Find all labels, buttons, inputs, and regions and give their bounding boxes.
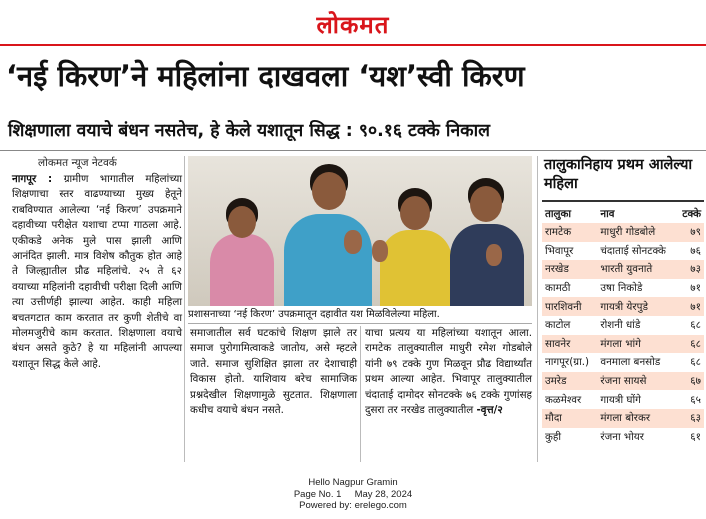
photo-woman-2 bbox=[280, 160, 376, 306]
toppers-table bbox=[542, 204, 704, 446]
column-divider bbox=[184, 156, 185, 462]
article-text-left: ग्रामीण भागातील महिलांच्या शिक्षणाचा स्तर वाढण्याच्या मुख्य हेतूने राबविण्यात आलेल्या ‘नई किरण’ उपक्रमाने दहावीच्या परीक्षेत यशाचा टप्पा गाठला आहे. एकीकडे अनेक मुले पास झाली आणि आनंदित झाली. मात्र विशेष कौतुक होत आहे ते जिल्ह्यातील प्रौढ महिलांचे. २५ ते ६२ वयाच्या महिलांनी दहावीची परीक्षा दिली आणि त्या उत्तीर्णही झाल्या आहेत. काही महिला बचतगटात काम करतात तर कुणी शेतीचे वा मोलमजुरीचे काम करतात. शिक्षणाला वयाचे बंधन असते कुठे? हे या महिलांनी आपल्या यशातून सिद्ध केले आहे. bbox=[12, 173, 182, 370]
sidebar-rule bbox=[542, 200, 704, 202]
cell-name: मंगला बोरकर bbox=[597, 409, 676, 428]
column-header-percent: टक्के bbox=[682, 207, 701, 220]
cell-taluka: सावनेर bbox=[542, 335, 597, 354]
column-divider bbox=[537, 156, 538, 462]
cell-name: रोशनी धांडे bbox=[600, 319, 641, 332]
photo-woman-1 bbox=[206, 186, 278, 306]
cell-name: गायत्री येरपुडे bbox=[597, 297, 676, 316]
column-divider bbox=[360, 326, 361, 462]
cell-percent: ७३ bbox=[677, 260, 704, 279]
cell-taluka: कुही bbox=[545, 430, 562, 443]
cell-percent: ६८ bbox=[690, 319, 701, 332]
cell-taluka: भिवापूर bbox=[545, 244, 574, 257]
dateline: नागपूर : bbox=[12, 173, 53, 185]
footer-edition: Hello Nagpur Gramin bbox=[308, 477, 398, 488]
table-row bbox=[542, 297, 704, 316]
table-row bbox=[542, 260, 704, 279]
toppers-table-body bbox=[542, 223, 704, 446]
photo-woman-3 bbox=[376, 178, 456, 306]
cell-taluka: काटोल bbox=[545, 319, 571, 332]
continued-marker: -वृत्त/२ bbox=[476, 404, 503, 417]
cell-percent: ६५ bbox=[690, 393, 701, 406]
masthead-rule bbox=[0, 44, 706, 46]
cell-percent: ७१ bbox=[677, 297, 704, 316]
cell-name: माधुरी गोडबोले bbox=[597, 223, 676, 242]
footer-page-date: Page No. 1 May 28, 2024 bbox=[293, 488, 413, 500]
subhead-rule bbox=[0, 150, 706, 151]
footer-powered-by: Powered by: erelego.com bbox=[299, 500, 407, 511]
table-row bbox=[542, 372, 704, 391]
byline: लोकमत न्यूज नेटवर्क bbox=[38, 157, 117, 169]
cell-percent: ६३ bbox=[677, 409, 704, 428]
subheadline: शिक्षणाला वयाचे बंधन नसतेच, हे केले यशातून सिद्ध : ९०.१६ टक्के निकाल bbox=[8, 121, 490, 141]
masthead-logo bbox=[0, 8, 706, 41]
caption-rule bbox=[188, 323, 532, 324]
table-row bbox=[542, 223, 704, 242]
table-row bbox=[542, 390, 704, 409]
news-photo bbox=[188, 156, 532, 306]
article-column-middle-1: समाजातील सर्व घटकांचे शिक्षण झाले तर समाज पुरोगामित्वाकडे जातोय, असे म्हटले जाते. समाज सुशिक्षित झाला तर देशाचाही विकास होतो. याशिवाय बरेच सामाजिक प्रश्नदेखील शिक्षणामुळे सुटतात. शिक्षणाला कधीच वयाचे बंधन नसते. bbox=[190, 327, 357, 417]
cell-name: चंदाताई सोनटक्के bbox=[600, 244, 666, 257]
table-row bbox=[542, 409, 704, 428]
column-header-name: नाव bbox=[600, 207, 615, 220]
cell-name: वनमाला बनसोड bbox=[600, 356, 661, 369]
cell-taluka: नागपूर(ग्रा.) bbox=[545, 356, 590, 369]
cell-taluka: नरखेड bbox=[542, 260, 597, 279]
table-row bbox=[542, 353, 704, 372]
cell-percent: ७६ bbox=[690, 244, 701, 257]
article-text-middle-2: याचा प्रत्यय या महिलांच्या यशातून आला. रामटेक तालुक्यातील माधुरी रमेश गोडबोले यांनी ७९ टक्के गुण मिळवून प्रौढ विद्यार्थ्यांत प्रथम आल्या आहेत. भिवापूर तालुक्यातील चंदाताई दामोदर सोनटक्के ७६ टक्के गुणांसह दुसरा तर नरखेड तालुक्यातील bbox=[365, 327, 532, 417]
page-footer bbox=[0, 477, 706, 512]
cell-percent: ६७ bbox=[677, 372, 704, 391]
table-row bbox=[542, 428, 704, 447]
masthead-text: लोकमत bbox=[316, 10, 390, 39]
table-row bbox=[542, 316, 704, 335]
cell-taluka: कामठी bbox=[545, 282, 571, 295]
table-row bbox=[542, 279, 704, 298]
table-row bbox=[542, 335, 704, 354]
article-column-middle-2 bbox=[365, 326, 532, 418]
cell-percent: ७१ bbox=[690, 282, 701, 295]
cell-percent: ७९ bbox=[677, 223, 704, 242]
cell-name: रंजना भोयर bbox=[600, 430, 644, 443]
sidebar-title: तालुकानिहाय प्रथम आलेल्या महिला bbox=[544, 157, 693, 192]
cell-name: रंजना सायसे bbox=[597, 372, 676, 391]
cell-percent: ६१ bbox=[690, 430, 701, 443]
cell-name: उषा निकोडे bbox=[600, 282, 643, 295]
cell-taluka: रामटेक bbox=[542, 223, 597, 242]
cell-taluka: पारशिवनी bbox=[542, 297, 597, 316]
table-row bbox=[542, 242, 704, 261]
cell-percent: ६८ bbox=[690, 356, 701, 369]
cell-name: गायत्री घोंगे bbox=[600, 393, 641, 406]
cell-name: भारती युवनाते bbox=[597, 260, 676, 279]
cell-taluka: उमरेड bbox=[542, 372, 597, 391]
headline: ‘नई किरण’ने महिलांना दाखवला ‘यश’स्वी किरण bbox=[6, 59, 525, 93]
cell-taluka: कळमेश्वर bbox=[545, 393, 582, 406]
cell-percent: ६८ bbox=[677, 335, 704, 354]
cell-taluka: मौदा bbox=[542, 409, 597, 428]
photo-woman-4 bbox=[446, 170, 528, 306]
photo-caption: प्रशासनाच्या ‘नई किरण’ उपक्रमातून दहावीत यश मिळविलेल्या महिला. bbox=[188, 309, 440, 320]
cell-name: मंगला भांगे bbox=[597, 335, 676, 354]
article-column-left bbox=[12, 172, 182, 372]
column-header-taluka: तालुका bbox=[545, 207, 572, 220]
table-header-row bbox=[542, 204, 704, 223]
